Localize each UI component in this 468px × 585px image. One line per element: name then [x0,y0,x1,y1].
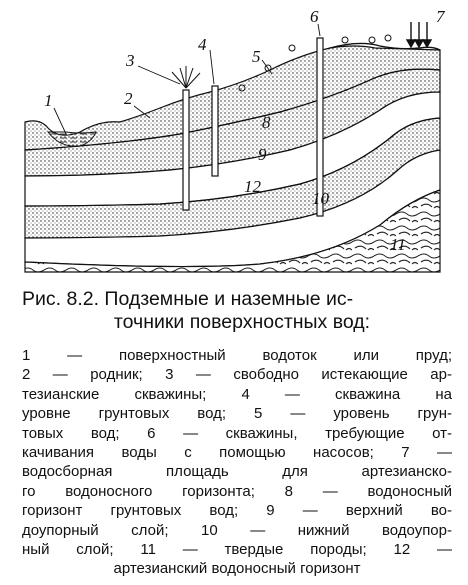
artesian-well-3 [183,90,189,210]
label-8: 8 [262,113,271,132]
figure-legend [22,346,452,579]
groundwater-well-4 [212,86,218,176]
legend-line: качивания воды с помощью насосов; 7 — [22,444,452,462]
caption-line-2: точники поверхностных вод: [113,311,371,333]
groundwater-diagram [0,0,468,285]
label-9: 9 [258,145,267,164]
label-12: 12 [244,177,261,196]
label-5: 5 [252,47,261,66]
legend-line: товых вод; 6 — скважины, требующие от- [22,424,452,442]
legend-line: тезианские скважины; 4 — скважина на [22,385,452,403]
label-1: 1 [44,91,53,110]
legend-line: го водоносного горизонта; 8 — водоносный [22,482,452,500]
recharge-arrows [407,22,431,47]
legend-line: горизонт грунтовых вод; 9 — верхний во- [22,502,452,520]
legend-line: ный слой; 11 — твердые породы; 12 — [22,541,452,559]
label-7: 7 [436,7,445,26]
legend-line: 2 — родник; 3 — свободно истекающие ар- [22,366,452,384]
label-10: 10 [312,189,329,208]
caption-line-1: Рис. 8.2. Подземные и наземные ис- [22,288,354,310]
label-6: 6 [310,7,319,26]
legend-line: водосборная площадь для артезианско- [22,463,452,481]
label-2: 2 [124,89,133,108]
label-11: 11 [390,235,406,254]
fountain-spray [172,66,200,88]
figure-caption [22,288,452,334]
legend-line: доупорный слой; 10 — нижний водоупор- [22,521,452,539]
label-4: 4 [198,35,207,54]
legend-line: 1 — поверхностный водоток или пруд; [22,347,452,364]
legend-line: артезианский водоносный горизонт [113,560,361,578]
label-3: 3 [126,51,135,70]
legend-line: уровне грунтовых вод; 5 — уровень грун- [22,405,452,423]
